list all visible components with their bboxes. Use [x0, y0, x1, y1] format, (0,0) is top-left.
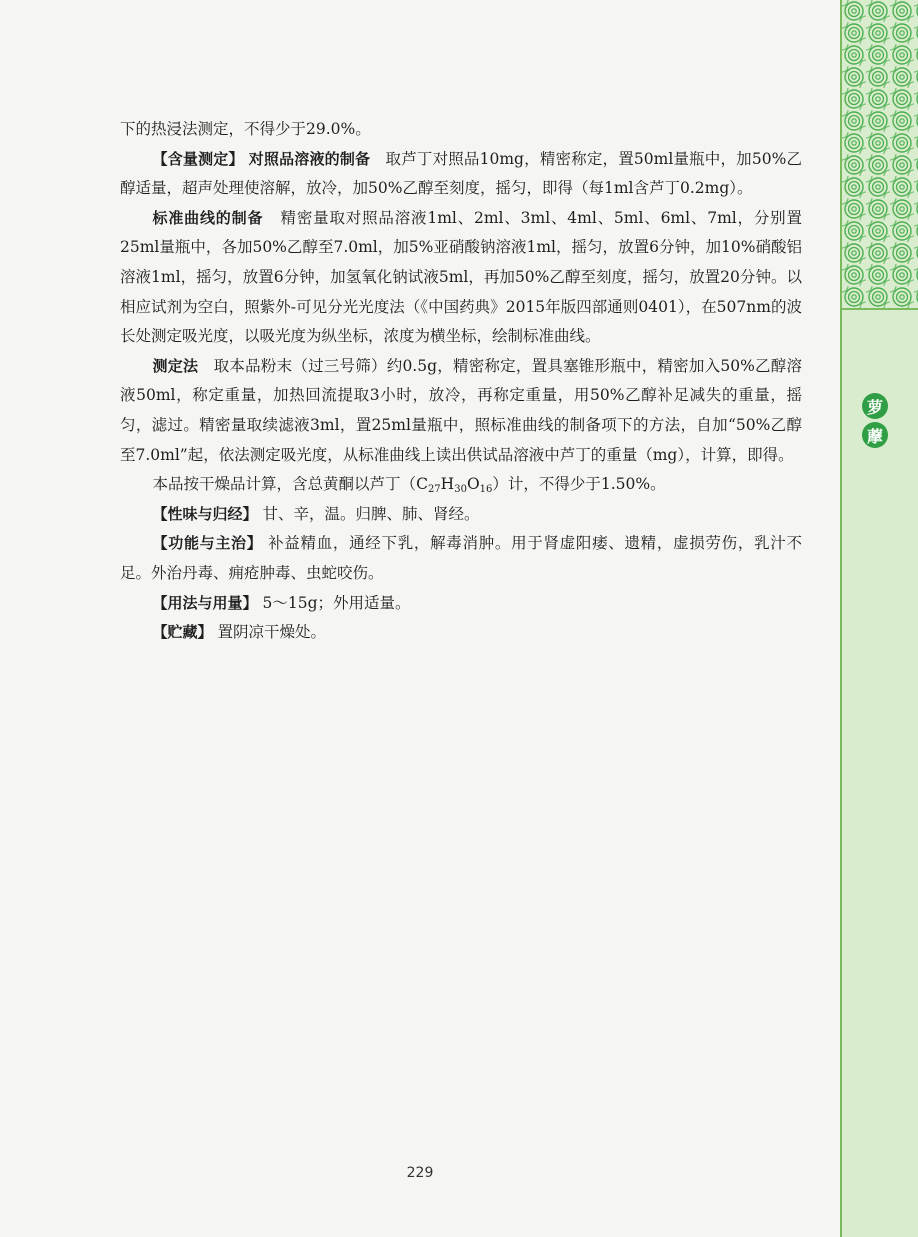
herb-char-badge: 萝	[862, 393, 888, 419]
cloud-pattern-decoration	[842, 0, 918, 310]
formula-rutin: $C_{27}H_{30}O_{16}$	[416, 475, 493, 496]
section-heading-assay: 【含量测定】	[152, 149, 244, 168]
herb-name-badges	[862, 393, 890, 451]
section-heading-dosage: 【用法与用量】	[152, 593, 258, 612]
paragraph-property: 【性味与归经】 甘、辛，温。归脾、肺、肾经。	[152, 504, 480, 523]
paragraph-dosage: 【用法与用量】 5～15g；外用适量。	[152, 593, 411, 612]
herb-char-badge: 藦	[862, 422, 888, 448]
section-heading-function: 【功能与主治】	[152, 534, 263, 553]
paragraph-storage: 【贮藏】 置阴凉干燥处。	[152, 623, 327, 642]
paragraph-function: 【功能与主治】 补益精血，通经下乳，解毒消肿。用于肾虚阳痿、遗精，虚损劳伤，乳汁不足。外治丹毒、痈疮肿毒、虫蛇咬伤。	[120, 534, 802, 582]
section-heading-storage: 【贮藏】	[152, 623, 213, 642]
paragraph-standard-curve: 标准曲线的制备 精密量取对照品溶液1ml、2ml、3ml、4ml、5ml、6ml、7ml，分别置25ml量瓶中，各加50%乙醇至7.0ml，加5%亚硝酸钠溶液1ml，摇匀，放置6分钟，加10%硝酸铝溶液1ml，摇匀，放置6分钟，加氢氧化钠试液5ml，再加50%乙醇至刻度，摇匀，放置20分钟。以相应试剂为空白，照紫外-可见分光光度法（《中国药典》2015年版四部通则0401），在507nm的波长处测定吸光度，以吸光度为纵坐标，浓度为横坐标，绘制标准曲线。	[120, 208, 802, 346]
paragraph-continuation: 下的热浸法测定，不得少于29.0%。	[120, 120, 371, 138]
subheading-method: 测定法	[152, 356, 199, 375]
section-heading-property: 【性味与归经】	[152, 504, 258, 523]
page-number: 229	[406, 1165, 434, 1181]
body-text	[120, 115, 802, 648]
subheading-reference-solution: 对照品溶液的制备	[248, 149, 371, 168]
paragraph-content-limit: 本品按干燥品计算，含总黄酮以芦丁$(C_{27}H_{30}O_{16})$计，不得少于1.50%。	[152, 475, 666, 496]
side-band	[840, 0, 918, 1237]
subheading-standard-curve: 标准曲线的制备	[152, 208, 264, 227]
paragraph-method: 测定法 取本品粉末（过三号筛）约0.5g，精密称定，置具塞锥形瓶中，精密加入50%乙醇溶液50ml，称定重量，加热回流提取3小时，放冷，再称定重量，用50%乙醇补足减失的重量，摇匀，滤过。精密量取续滤液3ml，置25ml量瓶中，照标准曲线的制备项下的方法，自加“50%乙醇至7.0ml”起，依法测定吸光度，从标准曲线上读出供试品溶液中芦丁的重量（mg），计算，即得。	[120, 356, 802, 464]
paragraph-assay: 【含量测定】 对照品溶液的制备 取芦丁对照品10mg，精密称定，置50ml量瓶中，加50%乙醇适量，超声处理使溶解，放冷，加50%乙醇至刻度，摇匀，即得（每1ml含芦丁0.2mg）。	[120, 149, 802, 198]
